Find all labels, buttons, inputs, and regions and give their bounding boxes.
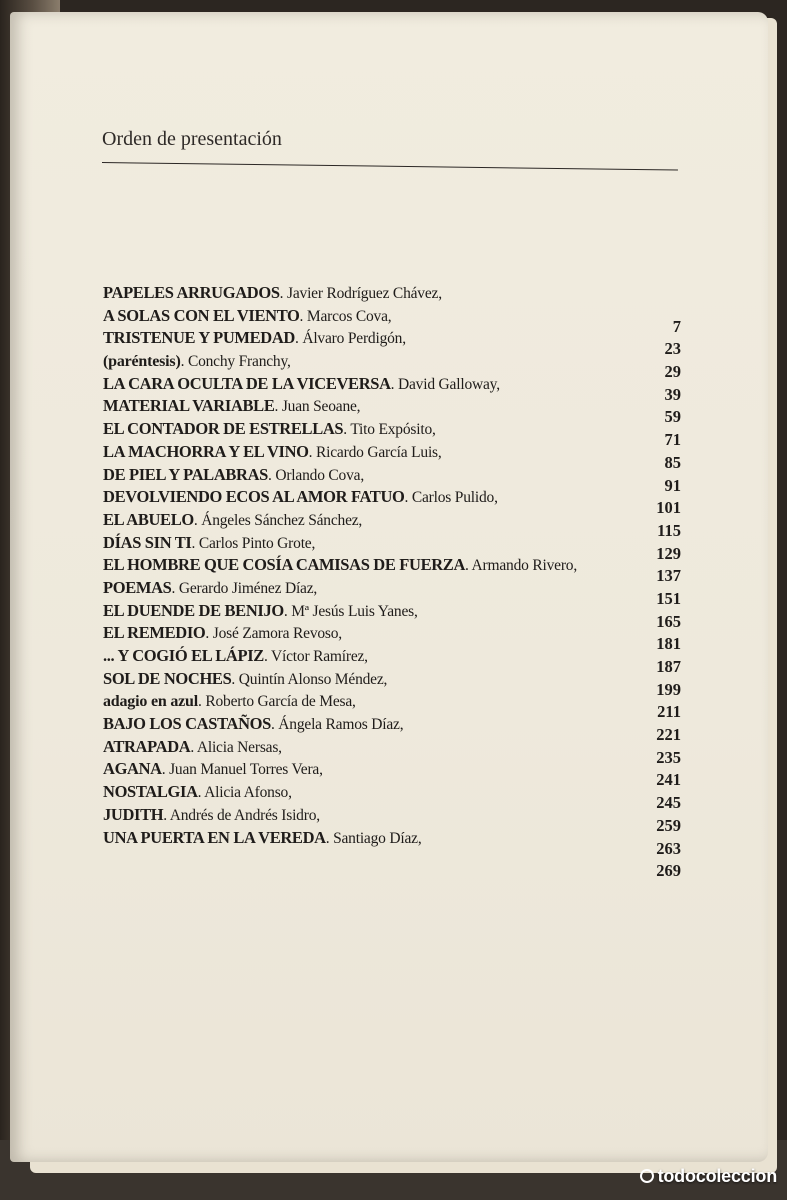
book-page	[10, 12, 768, 1162]
toc-entry	[103, 713, 681, 745]
toc-page-number: 241	[656, 770, 681, 790]
toc-entry-text	[103, 327, 406, 350]
toc-entry	[103, 373, 681, 404]
toc-author: . Juan Seoane,	[274, 398, 361, 416]
toc-entry-text	[103, 441, 442, 464]
toc-title: ATRAPADA	[103, 736, 191, 756]
toc-page-number: 59	[664, 407, 681, 427]
toc-entry	[103, 645, 681, 676]
toc-entry-text	[103, 373, 500, 396]
toc-page-number: 235	[656, 747, 681, 767]
toc-author: . Ricardo García Luis,	[308, 443, 442, 461]
toc-entry	[103, 804, 681, 835]
toc-entry-text	[103, 577, 317, 600]
toc-entry	[103, 600, 681, 631]
toc-entry-text	[103, 464, 364, 487]
toc-page-number: 71	[664, 430, 681, 450]
toc-author: . Javier Rodríguez Chávez,	[279, 285, 442, 302]
page-heading: Orden de presentación	[102, 128, 282, 150]
toc-entry	[103, 781, 681, 813]
toc-author: . Gerardo Jiménez Díaz,	[171, 579, 318, 597]
toc-page-number: 181	[656, 634, 681, 654]
toc-title: PAPELES ARRUGADOS	[103, 283, 280, 302]
toc-title: JUDITH	[103, 804, 164, 824]
toc-author: . Alicia Afonso,	[197, 784, 292, 802]
toc-entry-text	[103, 282, 442, 305]
toc-author: . José Zamora Revoso,	[205, 625, 342, 643]
toc-entry-text	[103, 827, 422, 850]
toc-entry-text	[103, 509, 362, 532]
toc-author: . Santiago Díaz,	[325, 829, 422, 847]
toc-title: DEVOLVIENDO ECOS AL AMOR FATUO	[103, 487, 405, 507]
toc-entry-text	[103, 622, 342, 645]
toc-title: BAJO LOS CASTAÑOS	[103, 714, 271, 734]
toc-page-number: 91	[664, 475, 681, 495]
toc-title: EL HOMBRE QUE COSÍA CAMISAS DE FUERZA	[103, 555, 466, 575]
toc-page-number: 151	[656, 588, 681, 608]
toc-page-number: 23	[664, 339, 681, 359]
toc-entry	[103, 305, 681, 336]
toc-page-number: 39	[664, 384, 681, 404]
toc-entry	[103, 736, 681, 767]
toc-author: . David Galloway,	[390, 375, 500, 393]
toc-entry	[103, 327, 681, 359]
toc-entry-text	[103, 690, 356, 713]
toc-entry	[103, 486, 681, 518]
toc-entry-text	[103, 350, 291, 373]
toc-page-number: 85	[664, 452, 681, 472]
toc-title: A SOLAS CON EL VIENTO	[103, 305, 300, 325]
toc-author: . Armando Rivero,	[465, 557, 578, 575]
toc-entry	[103, 554, 681, 586]
watermark-circle-icon	[640, 1169, 654, 1183]
toc-author: . Alicia Nersas,	[190, 738, 282, 756]
toc-page-number: 245	[656, 793, 681, 813]
toc-entry-text	[103, 305, 391, 328]
toc-entry	[103, 395, 681, 427]
table-of-contents	[103, 282, 681, 881]
toc-entry	[103, 827, 681, 858]
toc-page-number: 187	[656, 657, 681, 676]
toc-title: DÍAS SIN TI	[103, 532, 192, 552]
watermark-text: todocoleccion	[657, 1166, 777, 1186]
toc-entry	[103, 690, 681, 722]
toc-entry	[103, 509, 681, 540]
toc-entry-text	[103, 758, 323, 781]
toc-entry	[103, 441, 681, 472]
toc-author: . Carlos Pinto Grote,	[191, 534, 316, 552]
toc-title: EL DUENDE DE BENIJO	[103, 600, 284, 620]
toc-title: NOSTALGIA	[103, 782, 198, 802]
toc-page-number: 7	[672, 316, 681, 336]
watermark	[640, 1166, 777, 1187]
toc-entry-text	[103, 668, 387, 691]
toc-author: . Juan Manuel Torres Vera,	[161, 761, 323, 779]
toc-title: TRISTENUE Y PUMEDAD	[103, 328, 295, 348]
toc-entry-text	[103, 713, 403, 736]
toc-title: adagio en azul	[103, 693, 198, 711]
toc-page-number: 29	[664, 362, 681, 382]
toc-page-number: 101	[656, 498, 681, 518]
toc-page-number: 221	[656, 725, 681, 745]
toc-entry	[103, 758, 681, 790]
toc-title: EL REMEDIO	[103, 623, 206, 643]
toc-author: . Víctor Ramírez,	[263, 648, 368, 665]
toc-entry-text	[103, 736, 282, 759]
toc-author: . Ángeles Sánchez Sánchez,	[193, 511, 363, 529]
toc-title: POEMAS	[103, 577, 172, 597]
toc-page-number: 165	[656, 611, 681, 631]
toc-title: (paréntesis)	[103, 353, 181, 371]
toc-entry-text	[103, 554, 577, 577]
toc-page-number: 115	[657, 520, 681, 540]
toc-page-number: 199	[656, 679, 681, 699]
heading-rule	[102, 162, 678, 171]
toc-author: . Tito Expósito,	[343, 421, 436, 439]
toc-page-number: 263	[656, 838, 681, 858]
toc-entry	[103, 464, 681, 495]
toc-page-number: 259	[656, 815, 681, 835]
toc-entry	[103, 350, 681, 382]
toc-title: ... Y COGIÓ EL LÁPIZ	[103, 646, 264, 665]
toc-entry	[103, 849, 681, 881]
toc-entry-text	[103, 781, 292, 804]
toc-entry-text	[103, 600, 418, 623]
toc-entry	[103, 418, 681, 450]
toc-author: . Ángela Ramos Díaz,	[270, 716, 404, 734]
toc-title: AGANA	[103, 759, 162, 779]
toc-entry	[103, 532, 681, 563]
toc-title: LA MACHORRA Y EL VINO	[103, 441, 309, 461]
toc-page-number: 137	[656, 566, 681, 586]
toc-author: . Roberto García de Mesa,	[198, 693, 356, 711]
toc-title: EL CONTADOR DE ESTRELLAS	[103, 419, 344, 439]
toc-title: SOL DE NOCHES	[103, 668, 232, 688]
toc-author: . Marcos Cova,	[299, 307, 392, 325]
toc-author: . Carlos Pulido,	[404, 489, 498, 507]
toc-page-number: 129	[656, 543, 681, 563]
toc-title: DE PIEL Y PALABRAS	[103, 464, 268, 484]
toc-entry	[103, 577, 681, 608]
toc-entry-text	[103, 804, 320, 827]
toc-entry-text	[103, 486, 498, 509]
toc-page-number: 269	[656, 861, 681, 881]
toc-author: . Álvaro Perdigón,	[294, 330, 406, 348]
toc-entry-text	[103, 645, 368, 668]
toc-author: . Andrés de Andrés Isidro,	[163, 806, 320, 824]
toc-author: . Orlando Cova,	[268, 466, 365, 484]
toc-title: EL ABUELO	[103, 509, 194, 529]
toc-author: . Mª Jesús Luis Yanes,	[283, 602, 418, 620]
toc-title: MATERIAL VARIABLE	[103, 396, 275, 416]
toc-entry	[103, 668, 681, 699]
toc-author: . Quintín Alonso Méndez,	[231, 670, 388, 688]
toc-page-number: 211	[657, 702, 681, 722]
toc-entry-text	[103, 395, 360, 418]
toc-entry	[103, 282, 681, 305]
toc-entry-text	[103, 418, 436, 441]
toc-entry-text	[103, 532, 315, 555]
toc-title: UNA PUERTA EN LA VEREDA	[103, 827, 326, 847]
toc-title: LA CARA OCULTA DE LA VICEVERSA	[103, 373, 391, 393]
toc-author: . Conchy Franchy,	[180, 353, 291, 371]
toc-entry	[103, 622, 681, 654]
